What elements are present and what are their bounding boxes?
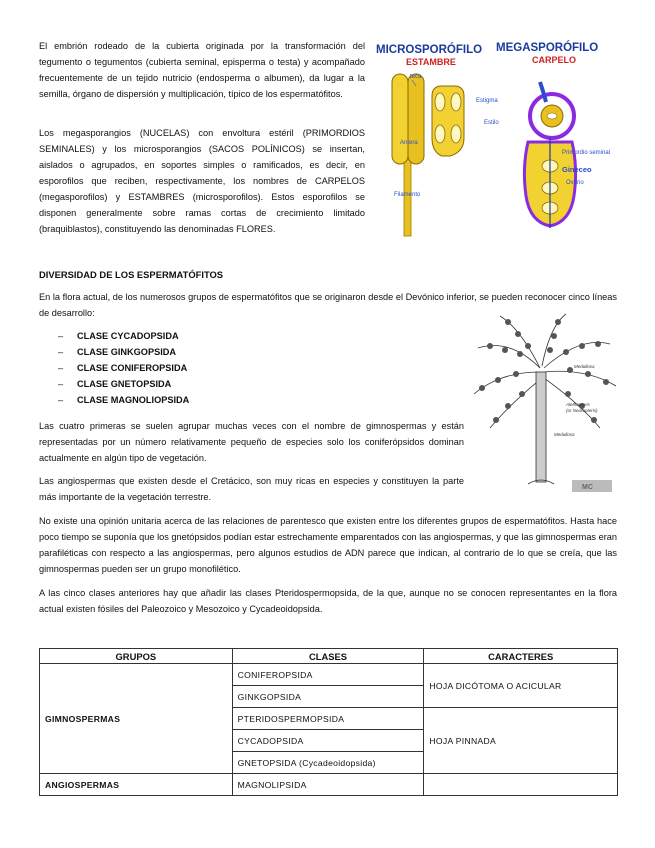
label-estilo: Estilo [484,120,499,126]
class-cell: PTERIDOSPERMOPSIDA [232,708,424,730]
list-item: – CLASE CYCADOPSIDA [58,328,189,344]
list-item: – CLASE MAGNOLIOPSIDA [58,392,189,408]
label-gineceo: Gineceo [562,165,592,174]
section-paragraph-1: En la flora actual, de los numerosos grupos de espermatófitos que se originaron desde el Devónico inferior, se pueden reconocer cinco líneas de desarrollo: [39,292,617,318]
mega-sub: CARPELO [532,55,577,65]
header-clases: CLASES [232,649,424,664]
class-cell: CONIFEROPSIDA [232,664,424,686]
section-heading: DIVERSIDAD DE LOS ESPERMATÓFITOS [39,269,224,280]
char-cell: HOJA PINNADA [424,708,618,774]
micro-sub: ESTAMBRE [406,57,456,67]
group-gimnospermas: GIMNOSPERMAS [40,664,233,774]
char-cell [424,774,618,796]
intro-paragraph-2: Los megasporangios (NUCELAS) con envoltura estéril (PRIMORDIOS SEMINALES) y los microsporangios (SACOS POLÍNICOS) se insertan, aislados o agrupados, en soportes simples o ramificados, es decir, en esporofilos que reciben, respectivamente, los nombres de CARPELOS (megasporofilos) y ESTAMBRES (microsporofilos). Estos esporofilos se disponen generalmente sobre ramas cortas de crecimiento limitado (braquiblastos), constituyendo las denominadas FLORES. [39,128,365,234]
micro-title: MICROSPORÓFILO [376,44,483,56]
stamen-drawing [392,74,464,236]
label-ovario: Ovario [566,180,584,186]
groups-table [39,648,618,796]
group-angiospermas: ANGIOSPERMAS [40,774,233,796]
table-row [40,774,618,796]
tree-label-bottom: Medullosa [554,432,575,437]
tree-trunk [536,372,546,482]
label-teca: teca [410,74,422,80]
class-cell: GINKGOPSIDA [232,686,424,708]
tree-label-mid2: (or Neuropteris) [566,408,598,413]
class-cell: GNETOPSIDA (Cycadeoidopsida) [232,752,424,774]
class-cell: MAGNOLIPSIDA [232,774,424,796]
medullosa-tree-figure [470,308,620,498]
label-filamento: Filamento [394,192,421,198]
table-header-row [40,649,618,664]
section-paragraph-3: Las angiospermas que existen desde el Cretácico, son muy ricas en especies y constituyen la parte más importante de la vegetación terrestre. [39,476,464,502]
tree-label-top: Medullosa [574,364,595,369]
header-caracteres: CARACTERES [424,649,618,664]
intro-paragraph-1: El embrión rodeado de la cubierta originada por la transformación del tegumento o tegumentos (cubierta seminal, episperma o testa) y acompañado frecuentemente de un tejido nutricio (endosperma o albumen), da lugar a la semilla, órgano de dispersión y multiplicación, típico de los espermatófitos. [39,41,365,99]
mega-title: MEGASPORÓFILO [496,42,599,54]
table-row [40,664,618,686]
list-item: – CLASE CONIFEROPSIDA [58,360,189,376]
section-paragraph-2: Las cuatro primeras se suelen agrupar muchas veces con el nombre de gimnospermas y están representadas por un número relativamente pequeño de especies solo los coniferópsidos dominan actualmente en algún tipo de vegetación. [39,421,464,463]
label-estigma: Estigma [476,98,498,104]
tree-label-mid1: Alethopteris [566,402,590,407]
class-cell: CYCADOPSIDA [232,730,424,752]
tree-signature: MC [582,484,593,491]
header-grupos: GRUPOS [40,649,233,664]
class-list [58,328,189,408]
list-item: – CLASE GNETOPSIDA [58,376,189,392]
char-cell: HOJA DICÓTOMA O ACICULAR [424,664,618,708]
sporophyll-figure [372,38,618,238]
label-antera: Antera [400,140,418,146]
section-paragraph-5: A las cinco clases anteriores hay que añadir las clases Pteridospermopsida, de la que, aunque no se conocen representantes en la flora actual existen fósiles del Paleozoico y Mesozoico y Cycadeoidopsida. [39,588,617,614]
list-item: – CLASE GINKGOPSIDA [58,344,189,360]
section-paragraph-4: No existe una opinión unitaria acerca de las relaciones de parentesco que existen entre los diferentes grupos de espermatófitos. Hasta hace poco tiempo se suponía que los gnetópsidos podían estar estrechamente emparentados con las angiospermas, y que las gimnospermas eran parafiléticas con respecto a las angiospermas, pero algunos estudios de ADN parece que indican, al contrario de lo que se creía, que las gimnospermas pueden ser un grupo monofilético. [39,516,617,574]
label-primordio: Primordio seminal [562,150,611,156]
